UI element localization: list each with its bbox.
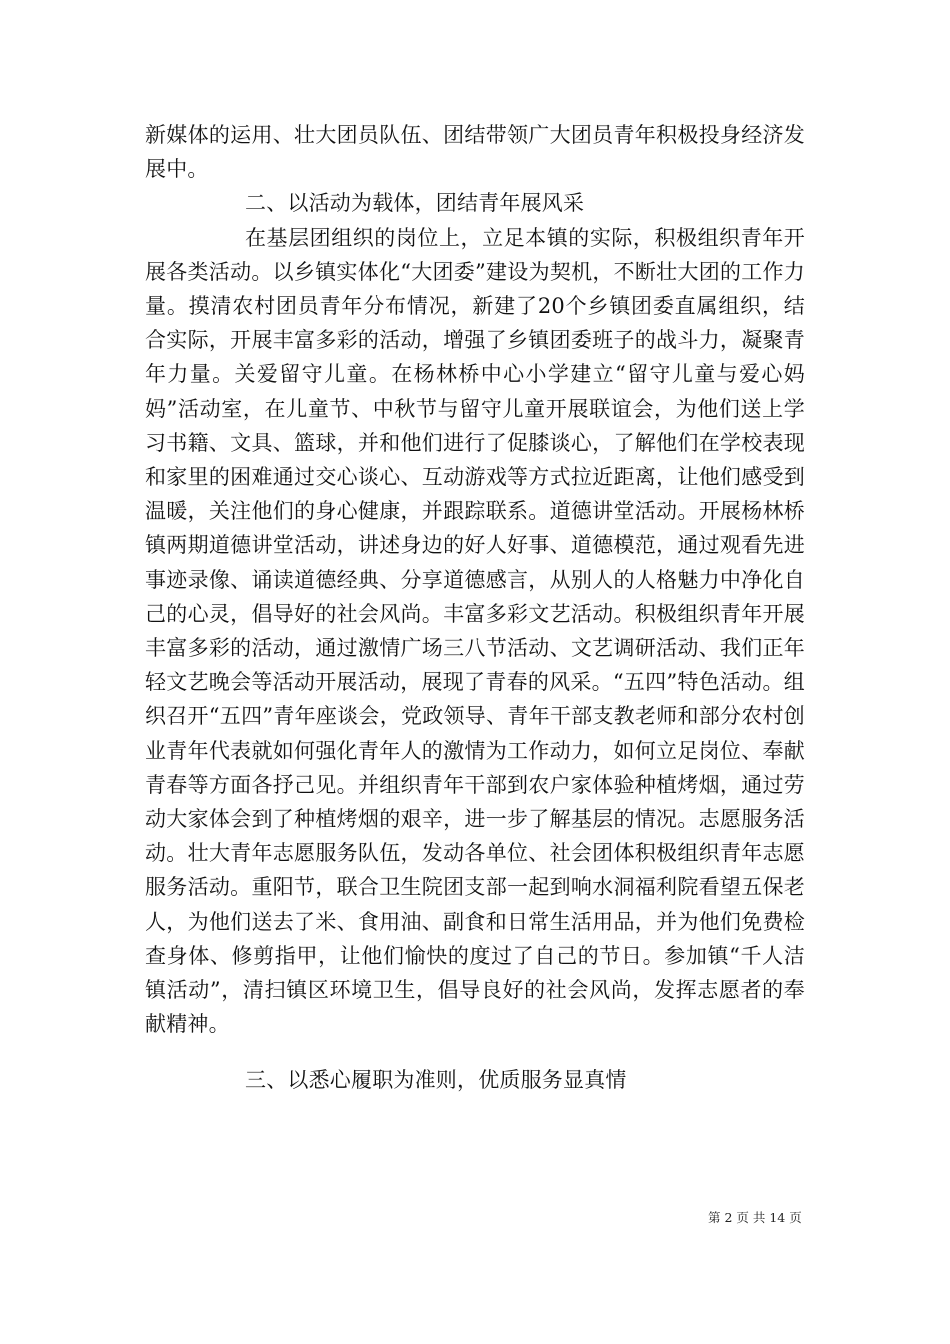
section-heading-2: 二、以活动为载体，团结青年展风采	[245, 191, 585, 216]
section-heading-3: 三、以悉心履职为准则，优质服务显真情	[245, 1068, 627, 1093]
page-number-footer: 第 2 页 共 14 页	[708, 1210, 802, 1225]
paragraph-activities: 在基层团组织的岗位上，立足本镇的实际，积极组织青年开展各类活动。以乡镇实体化“大团委”建设为契机，不断壮大团的工作力量。摸清农村团员青年分布情况，新建了20个乡镇团委直属组织，结合实际，开展丰富多彩的活动，增强了乡镇团委班子的战斗力，凝聚青年力量。关爱留守儿童。在杨林桥中心小学建立“留守儿童与爱心妈妈”活动室，在儿童节、中秋节与留守儿童开展联谊会，为他们送上学习书籍、文具、篮球，并和他们进行了促膝谈心，了解他们在学校表现和家里的困难通过交心谈心、互动游戏等方式拉近距离，让他们感受到温暖，关注他们的身心健康，并跟踪联系。道德讲堂活动。开展杨林桥镇两期道德讲堂活动，讲述身边的好人好事、道德模范，通过观看先进事迹录像、诵读道德经典、分享道德感言，从别人的人格魅力中净化自己的心灵，倡导好的社会风尚。丰富多彩文艺活动。积极组织青年开展丰富多彩的活动，通过激情广场三八节活动、文艺调研活动、我们正年轻文艺晚会等活动开展活动，展现了青春的风采。“五四”特色活动。组织召开“五四”青年座谈会，党政领导、青年干部支教老师和部分农村创业青年代表就如何强化青年人的激情为工作动力，如何立足岗位、奉献青春等方面各抒己见。并组织青年干部到农户家体验种植烤烟，通过劳动大家体会到了种植烤烟的艰辛，进一步了解基层的情况。志愿服务活动。壮大青年志愿服务队伍，发动各单位、社会团体积极组织青年志愿服务活动。重阳节，联合卫生院团支部一起到响水洞福利院看望五保老人，为他们送去了米、食用油、副食和日常生活用品，并为他们免费检查身体、修剪指甲，让他们愉快的度过了自己的节日。参加镇“千人洁镇活动”，清扫镇区环境卫生，倡导良好的社会风尚，发挥志愿者的奉献精神。	[145, 225, 805, 1037]
paragraph-continuation: 新媒体的运用、壮大团员队伍、团结带领广大团员青年积极投身经济发展中。	[145, 123, 805, 182]
document-body	[145, 118, 805, 1098]
